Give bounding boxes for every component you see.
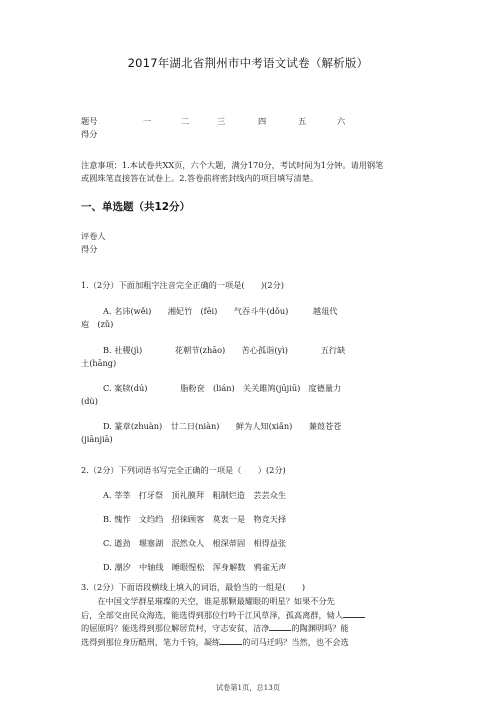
page-title: 2017年湖北省荆州市中考语文试卷（解析版） <box>127 56 369 70</box>
option-c-line-1: C. 案牍(dú) 脂粉奁 (lián) 关关雎鸠(jūjiū) 度德量力 <box>103 383 342 393</box>
option-d-line-2: (jiānjiā) <box>81 434 113 444</box>
question-2-option-d: D. 潮汐 中轴线 睡眼惺松 浑身解数 鸦雀无声 <box>103 562 287 572</box>
score-cell-label: 题号 <box>81 116 98 126</box>
score-cell-2: 二 <box>181 116 190 126</box>
question-2-stem: 2.（2分）下列词语书写完全正确的一项是（ ）(2分) <box>81 465 286 475</box>
answer-blank-3[interactable] <box>220 636 242 645</box>
passage-line-2 <box>81 609 421 623</box>
score-cell-1: 一 <box>143 116 152 126</box>
notice-line-1: 注意事项：1.本试卷共XX页，六个大题，满分170分，考试时间为1分钟。请用钢笔 <box>81 160 384 170</box>
option-b-line-1: B. 社稷(jì) 花朝节(zhāo) 苦心孤诣(yì) 五行缺 <box>103 345 346 355</box>
option-d-line-1: D. 篆章(zhuàn) 廿二日(niàn) 鲜为人知(xiǎn) 蒹葭苍苍 <box>103 421 342 431</box>
evaluator-label: 评卷人 <box>81 231 106 241</box>
passage-line-3 <box>81 622 421 636</box>
score-row-label: 得分 <box>81 129 98 139</box>
section-heading: 一、单选题（共12分） <box>81 201 191 213</box>
question-2-option-a: A. 莘莘 打牙祭 顶礼膜拜 粗制烂造 芸芸众生 <box>103 490 287 500</box>
question-3-stem: 3.（2分）下面语段横线上填入的词语，最恰当的一组是( ) <box>81 582 306 592</box>
question-1-option-b <box>81 344 421 370</box>
score-cell-5: 五 <box>298 116 307 126</box>
option-a-line-1: A. 名讳(wěi) 湘妃竹 (fēi) 气吞斗牛(dǒu) 越俎代 <box>103 306 338 316</box>
score-cell-4: 四 <box>258 116 267 126</box>
option-c-line-2: (dù) <box>81 396 98 406</box>
passage-line-4-text: 选得到那位身历酷刑，笔力千钧，凝练 <box>81 636 221 647</box>
question-1-option-a <box>81 305 421 331</box>
evaluator-score-label: 得分 <box>81 244 98 254</box>
passage-line-3-tail: 的陶渊明吗？能 <box>291 623 349 633</box>
page-footer: 试卷第1页，总13页 <box>215 683 281 692</box>
answer-blank-1[interactable] <box>343 609 365 618</box>
exam-notice <box>81 159 421 185</box>
passage-line-4-tail: 的司马迁吗？当然，也不会选 <box>242 636 349 647</box>
passage-line-3-text: 的屈原吗？能选得到那位解居荒村，守志安贫，洁净 <box>81 623 270 633</box>
score-table-header-row <box>81 116 421 128</box>
answer-blank-2[interactable] <box>269 622 291 631</box>
question-2-option-b: B. 愧怍 文绉绉 招徕顾客 莫衷一是 物竞天择 <box>103 514 287 524</box>
passage-line-2-text: 后，全部交由民众海选，能选得到那位行吟于江风草泽，孤高离群，恸人 <box>81 609 344 620</box>
question-1-option-c <box>81 382 421 408</box>
score-cell-6: 六 <box>337 116 346 126</box>
question-3-passage <box>81 595 421 649</box>
score-cell-3: 三 <box>217 116 226 126</box>
passage-line-4 <box>81 636 421 650</box>
question-1-stem: 1.（2分）下面加粗字注音完全正确的一项是( )(2分) <box>81 280 284 290</box>
notice-line-2: 或圆珠笔直接答在试卷上。2.答卷前将密封线内的项目填写清楚。 <box>81 173 319 183</box>
question-1-option-d <box>81 420 421 446</box>
question-2-option-c: C. 遒劲 堰塞湖 泯然众人 根深蒂固 相得益张 <box>103 538 287 548</box>
option-a-line-2: 庖 (zǔ) <box>81 319 114 329</box>
option-b-line-2: 土(hāng) <box>81 358 117 368</box>
passage-line-1: 在中国文学群星璀璨的天空，谁是那颗最耀眼的明星？如果不分先 <box>81 596 335 606</box>
evaluator-block <box>81 230 106 256</box>
